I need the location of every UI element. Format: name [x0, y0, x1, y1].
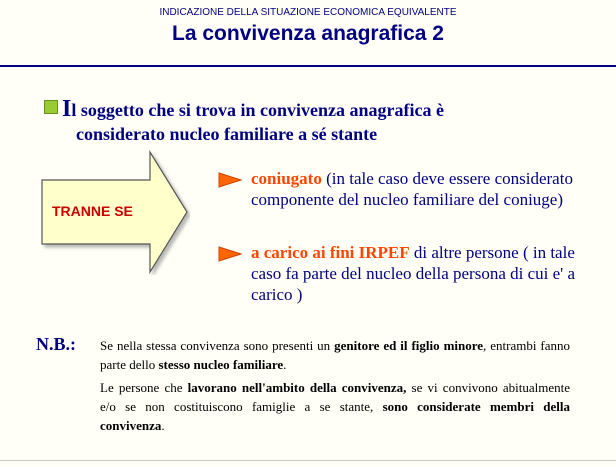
nb-bold-text: lavorano nell'ambito della convivenza,: [187, 380, 407, 395]
condition-text: [251, 242, 598, 305]
condition-detail: di altre persone ( in tale caso fa parte del nucleo della persona di cui e' a carico ): [251, 243, 576, 304]
lead-line1: l soggetto che si trova in convivenza anagrafica è: [71, 100, 444, 120]
condition-highlight: a carico ai fini IRPEF: [251, 243, 410, 262]
square-bullet-icon: [44, 100, 58, 114]
nb-text: se vi convivono abitualmente e/o se non costituiscono famiglie a se stante,: [100, 380, 570, 414]
triangle-bullet-icon: [218, 246, 242, 262]
triangle-bullet-icon: [218, 172, 242, 188]
nb-text: Le persone che: [100, 380, 188, 395]
lead-initial: I: [62, 96, 72, 122]
nb-label: N.B.:: [36, 334, 76, 354]
condition-item: [218, 168, 598, 210]
arrow-label: TRANNE SE: [52, 203, 133, 219]
condition-highlight: coniugato: [251, 169, 322, 188]
nb-paragraph: [100, 378, 570, 435]
nb-bold-text: sono considerate membri della convivenza: [100, 399, 570, 433]
footer-divider: [0, 460, 616, 461]
condition-detail: (in tale caso deve essere considerato componente del nucleo familiare del coniuge): [251, 169, 573, 209]
lead-line2: considerato nucleo familiare a sé stante: [76, 124, 378, 144]
slide-subtitle: INDICAZIONE DELLA SITUAZIONE ECONOMICA EQUIVALENTE: [159, 7, 457, 18]
lead-text: [62, 97, 604, 146]
nb-text: .: [283, 357, 287, 372]
lead-statement: [44, 97, 604, 146]
condition-item: [218, 242, 598, 305]
header-divider: [0, 65, 616, 67]
nb-text: .: [161, 418, 165, 433]
nb-text: , entrambi fanno parte dello: [100, 338, 570, 372]
slide-title: La convivenza anagrafica 2: [172, 22, 444, 45]
nb-paragraph: [100, 336, 570, 374]
slide-header: [0, 0, 616, 60]
nb-bold-text: stesso nucleo familiare: [158, 357, 284, 372]
condition-text: [251, 168, 598, 210]
nb-text: Se nella stessa convivenza sono presenti un: [100, 338, 335, 353]
nb-bold-text: genitore ed il figlio minore: [334, 338, 484, 353]
